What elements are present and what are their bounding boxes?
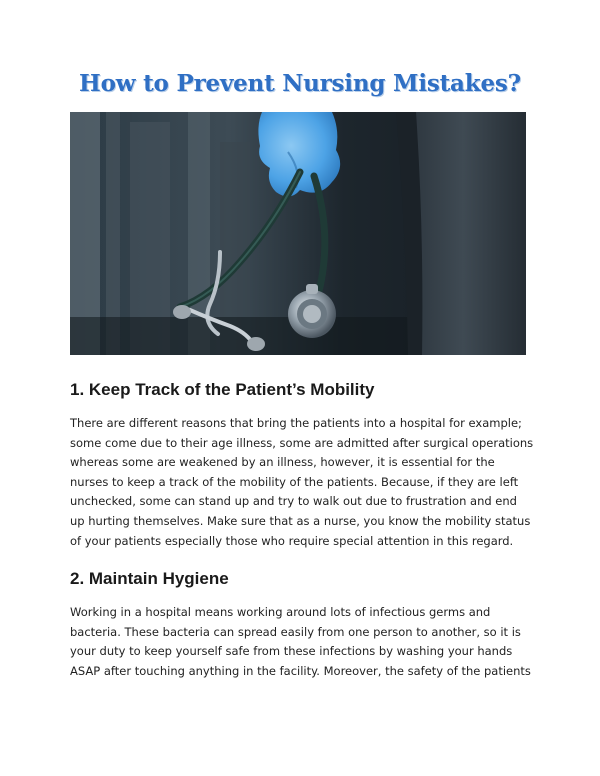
paragraph-line: Working in a hospital means working around lots of infectious germs and [70, 605, 491, 619]
stethoscope-illustration [70, 112, 526, 355]
paragraph-line: There are different reasons that bring the patients into a hospital for example; [70, 416, 522, 430]
paragraph-line: nurses to keep a track of the mobility of the patients. Because, if they are left [70, 474, 519, 489]
article-title: How to Prevent Nursing Mistakes? [79, 70, 521, 97]
hero-image-stethoscope [70, 112, 526, 355]
section-heading-mobility: 1. Keep Track of the Patient’s Mobility [70, 380, 375, 399]
paragraph-line: unchecked, some can stand up and try to walk out due to frustration and end [70, 494, 517, 509]
paragraph-line: some come due to their age illness, some are admitted after surgical operations [70, 435, 534, 450]
paragraph-line: up hurting themselves. Make sure that as a nurse, you know the mobility status [70, 513, 531, 528]
section-heading-hygiene: 2. Maintain Hygiene [70, 569, 229, 588]
paragraph-line: whereas some are weakened by an illness, however, it is essential for the [70, 455, 495, 470]
paragraph-line: your duty to keep yourself safe from these infections by washing your hands [70, 644, 513, 659]
section-paragraph-hygiene [70, 603, 540, 681]
paragraph-line: bacteria. These bacteria can spread easily from one person to another, so it is [70, 624, 521, 639]
section-paragraph-mobility [70, 414, 540, 551]
paragraph-line: ASAP after touching anything in the facility. Moreover, the safety of the patients [70, 663, 531, 678]
paragraph-line: of your patients especially those who require special attention in this regard. [70, 533, 514, 548]
